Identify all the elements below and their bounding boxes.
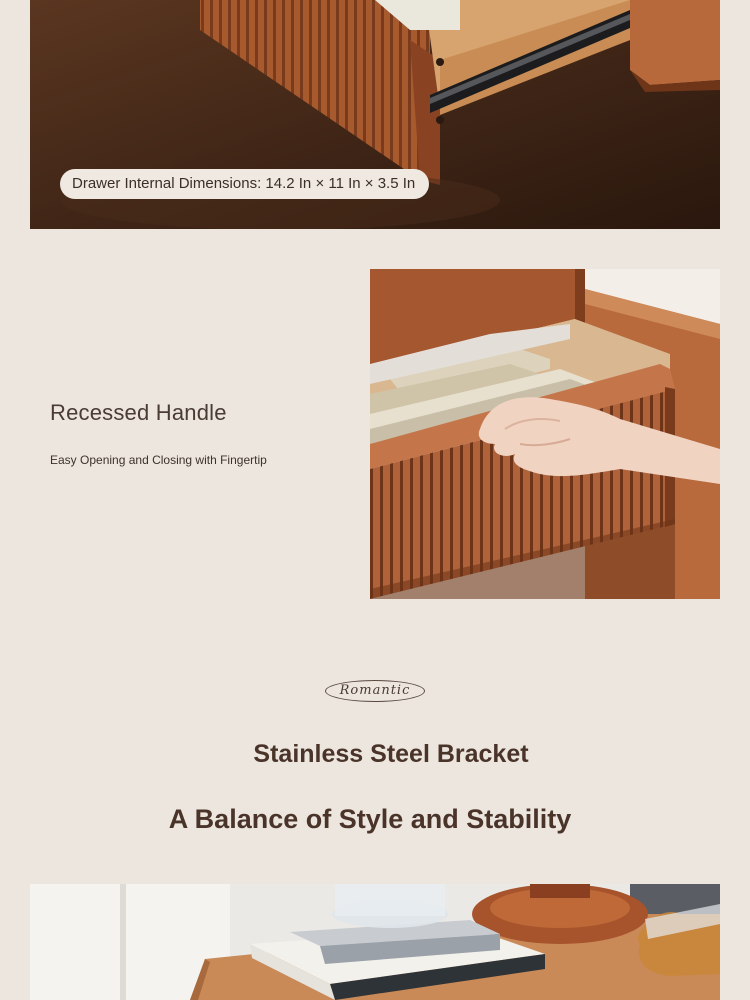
handle-feature-subtitle: Easy Opening and Closing with Fingertip (50, 453, 267, 467)
dimensions-badge: Drawer Internal Dimensions: 14.2 In × 11 In × 3.5 In (60, 169, 429, 199)
recessed-handle-photo (370, 269, 720, 599)
bracket-heading: Stainless Steel Bracket (253, 740, 529, 768)
handle-feature-title: Recessed Handle (50, 400, 227, 425)
romantic-badge: Romantic (325, 680, 425, 702)
drawer-dimensions-photo (30, 0, 720, 229)
bracket-subheading: A Balance of Style and Stability (168, 804, 572, 834)
steel-bracket-photo (30, 884, 720, 1000)
